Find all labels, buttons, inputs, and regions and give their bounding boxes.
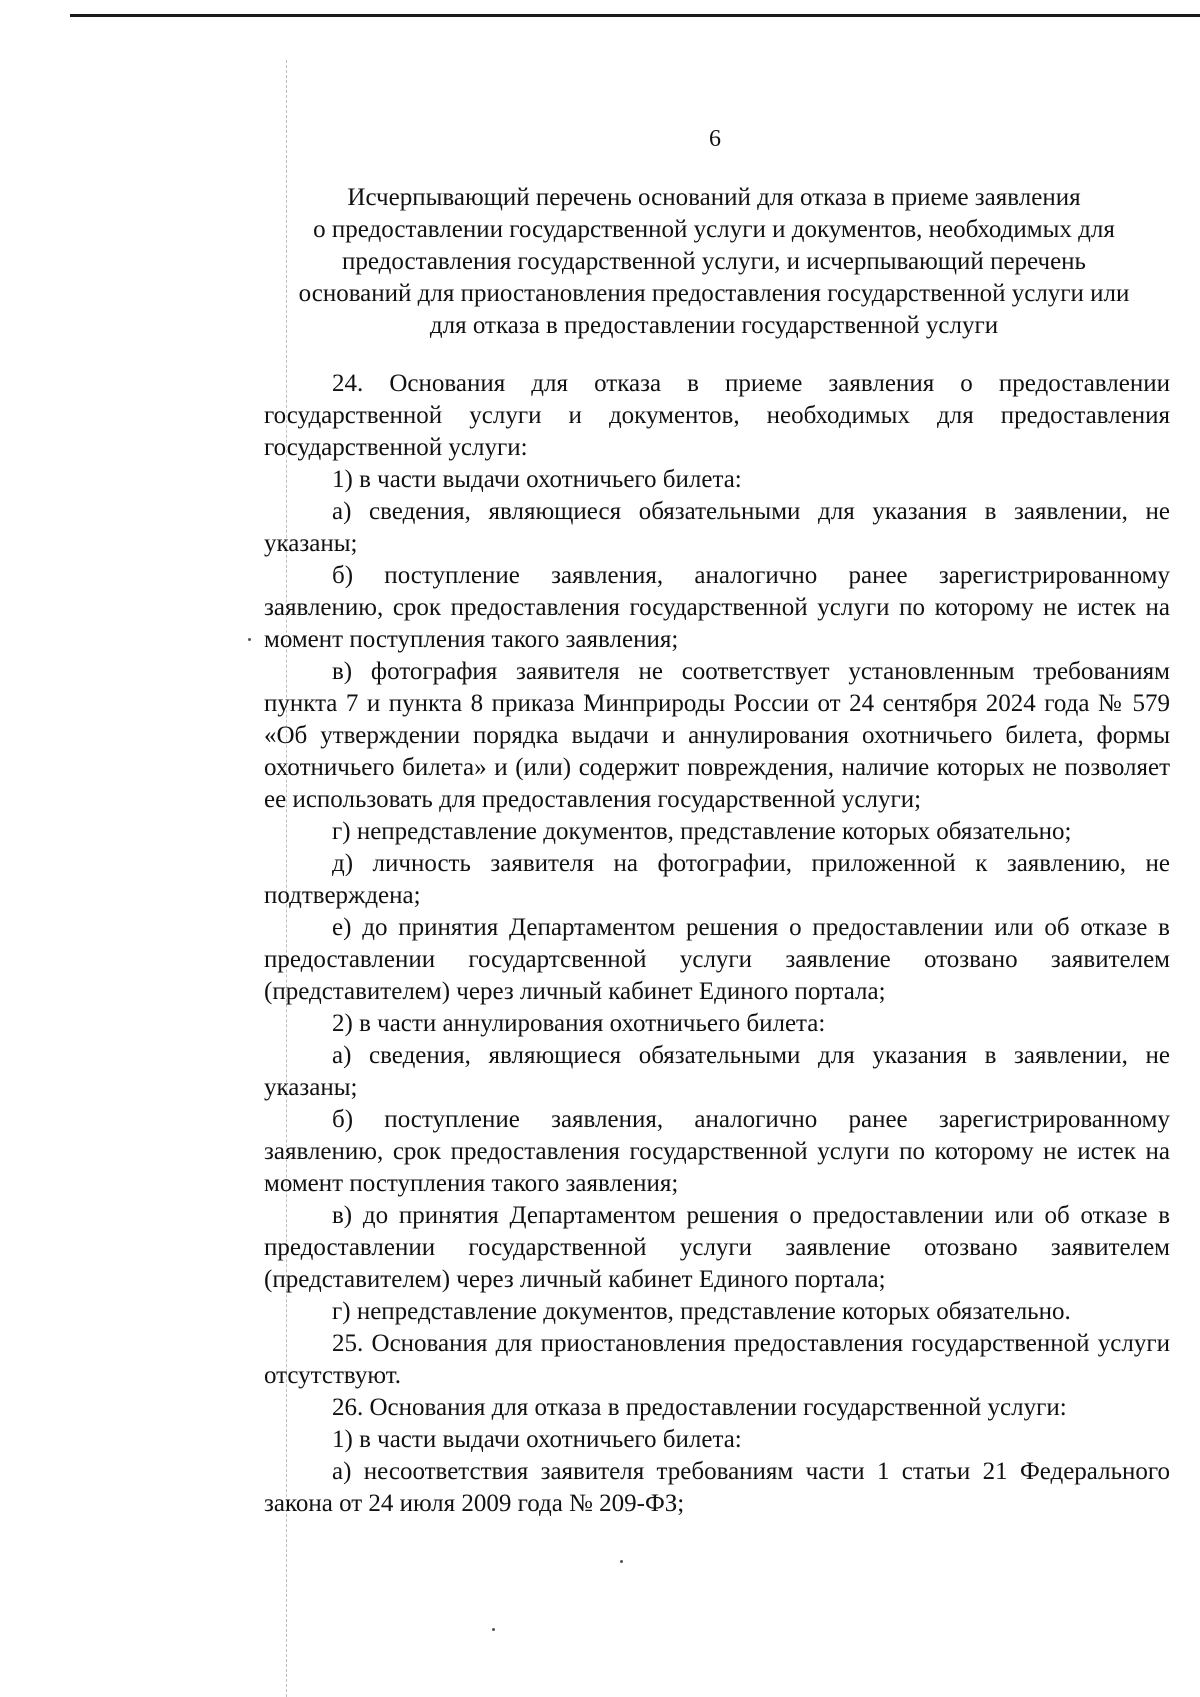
- heading-line: о предоставлении государственной услуги и документов, необходимых для: [313, 216, 1115, 243]
- document-body: [264, 368, 1170, 1520]
- clause-26-item-1: 1) в части выдачи охотничьего билета:: [332, 1426, 742, 1453]
- heading-line: для отказа в предоставлении государственной услуги: [429, 312, 999, 339]
- page-number: 6: [709, 126, 721, 152]
- clause-24-1-d: д) личность заявителя на фотографии, приложенной к заявлению, не подтверждена;: [264, 850, 1170, 909]
- clause-26-1-a: а) несоответствия заявителя требованиям части 1 статьи 21 Федерального закона от 24 июля 2009 года № 209-ФЗ;: [264, 1458, 1170, 1517]
- clause-24-item-1: 1) в части выдачи охотничьего билета:: [332, 466, 742, 493]
- section-heading: [248, 182, 1180, 342]
- clause-24-1-a: а) сведения, являющиеся обязательными для указания в заявлении, не указаны;: [264, 498, 1170, 557]
- clause-24-1-g: г) непредставление документов, представление которых обязательно;: [332, 818, 1072, 845]
- clause-24-item-2: 2) в части аннулирования охотничьего билета:: [332, 1010, 826, 1037]
- clause-26-intro: 26. Основания для отказа в предоставлении государственной услуги:: [332, 1394, 1067, 1421]
- top-border-rule: [70, 14, 1200, 17]
- clause-24-2-a: а) сведения, являющиеся обязательными для указания в заявлении, не указаны;: [264, 1042, 1170, 1101]
- clause-24-1-v: в) фотография заявителя не соответствует установленным требованиям пункта 7 и пункта 8 приказа Минприроды России от 24 сентября 2024 года № 579 «Об утверждении порядка выдачи и аннулирования охотничьего билета, формы охотничьего билета» и (или) содержит повреждения, наличие которых не позволяет ее использовать для предоставления государственной услуги;: [264, 658, 1170, 813]
- scan-speck: [248, 638, 251, 641]
- clause-24-1-e: е) до принятия Департаментом решения о предоставлении или об отказе в предоставлении государтсвенной услуги заявление отозвано заявителем (представителем) через личный кабинет Единого портала;: [264, 914, 1170, 1005]
- clause-24-2-v: в) до принятия Департаментом решения о предоставлении или об отказе в предоставлении государственной услуги заявление отозвано заявителем (представителем) через личный кабинет Единого портала;: [264, 1202, 1170, 1293]
- heading-line: Исчерпывающий перечень оснований для отказа в приеме заявления: [347, 184, 1081, 211]
- clause-24-1-b: б) поступление заявления, аналогично ранее зарегистрированному заявлению, срок предоставления государственной услуги по которому не истек на момент поступления такого заявления;: [264, 562, 1170, 653]
- heading-line: предоставления государственной услуги, и исчерпывающий перечень: [342, 248, 1086, 275]
- scan-speck: [620, 1560, 623, 1563]
- clause-24-2-b: б) поступление заявления, аналогично ранее зарегистрированному заявлению, срок предоставления государственной услуги по которому не истек на момент поступления такого заявления;: [264, 1106, 1170, 1197]
- scan-speck: [492, 1628, 495, 1631]
- clause-24-intro: 24. Основания для отказа в приеме заявления о предоставлении государственной услуги и документов, необходимых для предоставления государственной услуги:: [264, 370, 1170, 461]
- clause-25: 25. Основания для приостановления предоставления государственной услуги отсутствуют.: [264, 1330, 1170, 1389]
- clause-24-2-g: г) непредставление документов, представление которых обязательно.: [332, 1298, 1071, 1325]
- heading-line: оснований для приостановления предоставления государственной услуги или: [298, 280, 1130, 307]
